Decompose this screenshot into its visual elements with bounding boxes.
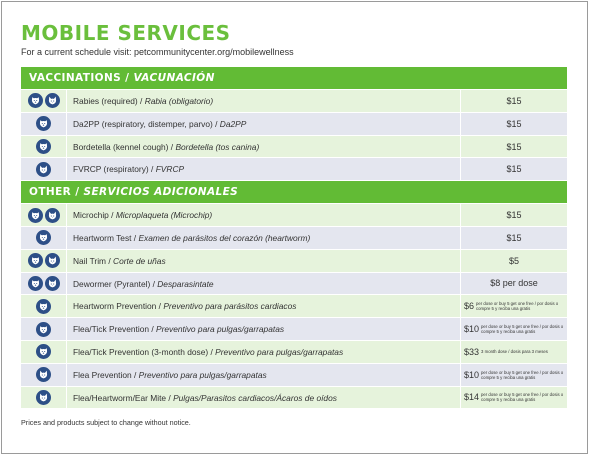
service-description [67,227,461,249]
price-amount: $15 [506,95,522,106]
service-row [21,294,567,317]
pet-icons [21,113,67,135]
service-name-en: Flea Prevention / [73,369,139,380]
price-amount: $15 [506,118,522,129]
service-name-en: Bordetella (kennel cough) / [73,141,176,152]
pet-icons [21,387,67,409]
section-title-en: VACCINATIONS / [29,72,134,84]
pet-icons [21,364,67,386]
service-name-es: Microplaqueta (Microchip) [115,210,213,221]
service-name-es: FVRCP [155,164,185,175]
section-header [21,66,567,89]
service-price [461,158,567,180]
price-amount: $15 [506,141,522,152]
service-row [21,317,567,340]
price-note: 3 month dose / dosis para 3 meses [481,349,548,355]
services-table [21,66,567,408]
service-name-es: Corte de uñas [113,255,166,266]
service-description [67,204,461,226]
service-description [67,318,461,340]
service-price [461,341,567,363]
service-row [21,89,567,112]
service-description [67,273,461,295]
service-name-en: Flea/Heartworm/Ear Mite / [73,392,174,403]
pet-icons [21,295,67,317]
cat-icon [36,162,51,177]
price-amount: $8 per dose [490,278,538,289]
dog-icon [36,322,51,337]
section-title-es: SERVICIOS ADICIONALES [83,186,239,199]
service-row [21,386,567,409]
service-description [67,295,461,317]
service-name-en: Flea/Tick Prevention (3-month dose) / [73,346,216,357]
pet-icons [21,318,67,340]
pet-icons [21,250,67,272]
schedule-subtitle: For a current schedule visit: petcommunitycenter.org/mobilewellness [21,47,294,57]
section-title-en: OTHER / [29,186,84,199]
service-row [21,226,567,249]
service-name-es: Preventivo para pulgas/garrapatas [138,369,267,380]
service-name-es: Preventivo para pulgas/garrapatas [215,346,344,357]
service-row [21,340,567,363]
service-row [21,363,567,386]
service-description [67,136,461,158]
service-name-es: Rabia (obligatorio) [144,96,214,106]
page-frame [1,1,588,454]
price-amount: $6 [464,301,475,312]
price-amount: $15 [506,232,522,243]
service-description [67,341,461,363]
dog-icon [28,253,43,268]
service-name-es: Desparasintate [157,278,214,289]
footer-note: Prices and products subject to change without notice. [21,418,191,427]
cat-icon [36,390,51,405]
service-price [461,227,567,249]
dog-icon [36,230,51,245]
price-amount: $15 [506,164,522,175]
service-price [461,90,567,112]
service-name-en: Dewormer (Pyrantel) / [73,278,158,289]
price-amount: $15 [506,210,522,221]
service-price [461,113,567,135]
dog-icon [28,93,43,108]
dog-icon [36,139,51,154]
service-name-es: Examen de parásitos del corazón (heartworm) [138,232,311,243]
cat-icon [45,208,60,223]
dog-icon [36,299,51,314]
service-description [67,364,461,386]
price-amount: $10 [464,324,480,335]
pet-icons [21,273,67,295]
pet-icons [21,136,67,158]
price-note: per dose or buy 5 get one free / por dosis o compre 5 y reciba una gratis [481,324,564,335]
price-note: per dose or buy 5 get one free / por dosis o compre 5 y reciba una gratis [476,301,559,312]
cat-icon [45,253,60,268]
pet-icons [21,341,67,363]
cat-icon [45,93,60,108]
service-name-en: Nail Trim / [73,255,114,266]
section-title-es: VACUNACIÓN [133,72,215,84]
price-amount: $10 [464,369,480,380]
service-price [461,250,567,272]
service-row [21,135,567,158]
price-note: per dose or buy 5 get one free / por dosis o compre 5 y reciba una gratis [481,392,564,403]
service-name-es: Pulgas/Parasitos cardiacos/Ácaros de oídos [173,392,337,403]
service-row [21,249,567,272]
service-name-es: Preventivo para pulgas/garrapatas [156,324,285,335]
service-row [21,203,567,226]
service-price [461,364,567,386]
service-row [21,112,567,135]
service-name-es: Preventivo para parásitos cardiacos [163,301,297,312]
cat-icon [36,367,51,382]
price-amount: $14 [464,392,480,403]
service-name-en: Heartworm Prevention / [73,301,164,312]
pet-icons [21,227,67,249]
pet-icons [21,158,67,180]
service-name-en: Rabies (required) / [73,96,145,106]
service-price [461,387,567,409]
service-name-es: Da2PP [219,118,247,129]
service-description [67,90,461,112]
service-description [67,158,461,180]
service-price [461,295,567,317]
service-row [21,272,567,295]
section-header [21,180,567,203]
service-description [67,387,461,409]
price-note: per dose or buy 5 get one free / por dosis o compre 5 y reciba una gratis [481,369,564,380]
service-name-en: Da2PP (respiratory, distemper, parvo) / [73,118,220,129]
service-name-es: Bordetella (tos canina) [175,141,260,152]
pet-icons [21,204,67,226]
service-row [21,157,567,180]
dog-icon [28,276,43,291]
pet-icons [21,90,67,112]
service-name-en: Flea/Tick Prevention / [73,324,157,335]
service-description [67,250,461,272]
service-price [461,136,567,158]
price-amount: $33 [464,346,480,357]
service-name-en: Microchip / [73,210,116,221]
service-price [461,204,567,226]
dog-icon [36,344,51,359]
cat-icon [45,276,60,291]
service-description [67,113,461,135]
price-amount: $5 [508,255,519,266]
service-price [461,318,567,340]
dog-icon [28,208,43,223]
page-title: MOBILE SERVICES [21,21,231,45]
service-name-en: Heartworm Test / [73,232,139,243]
dog-icon [36,116,51,131]
service-price [461,273,567,295]
service-name-en: FVRCP (respiratory) / [73,164,156,175]
